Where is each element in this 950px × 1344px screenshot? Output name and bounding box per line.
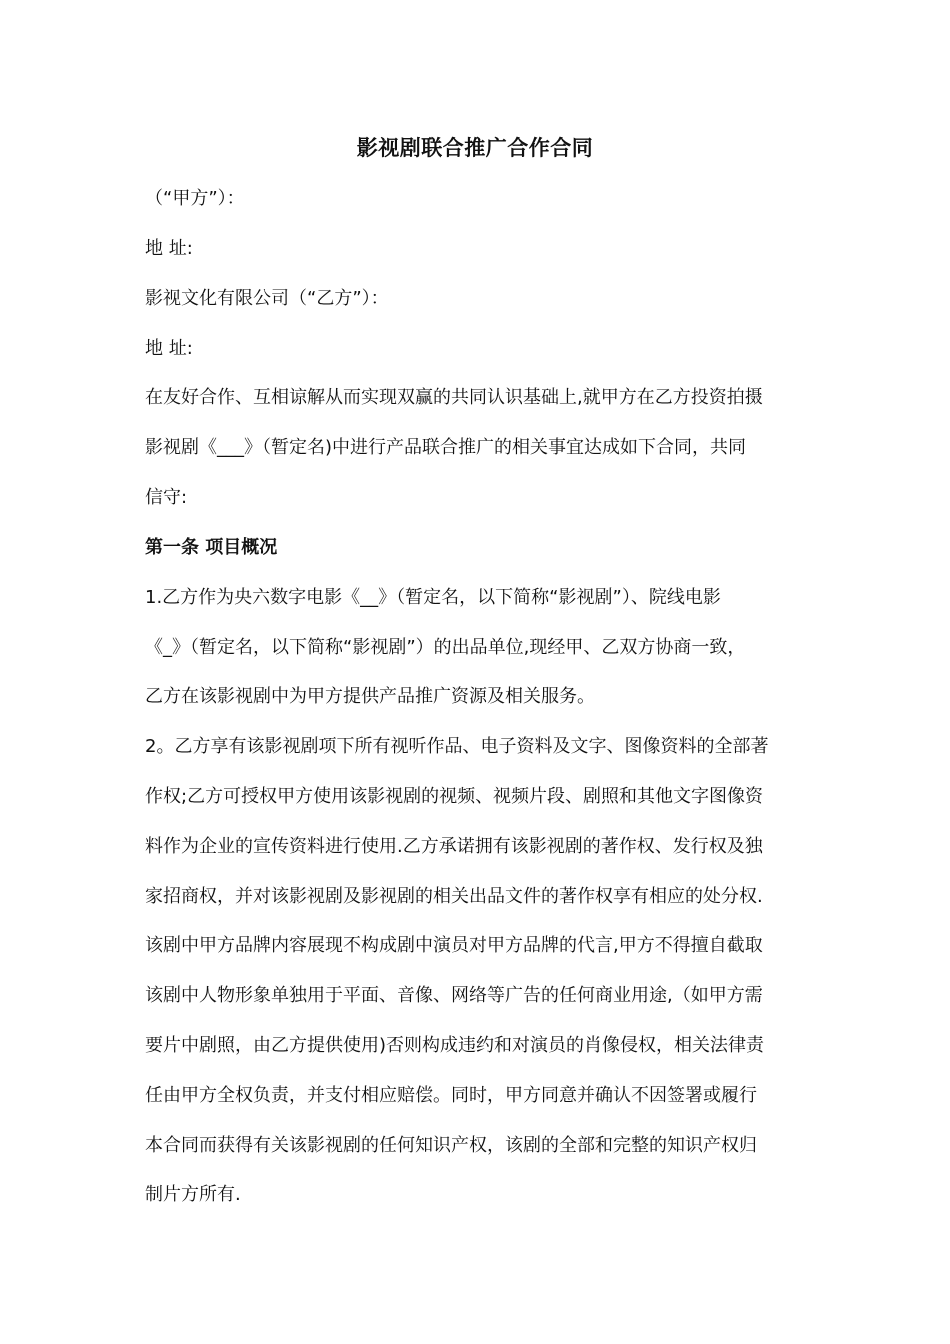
clause-2-line: 家招商权，并对该影视剧及影视剧的相关出品文件的著作权享有相应的处分权. <box>145 886 763 907</box>
clause-2-line: 2。乙方享有该影视剧项下所有视听作品、电子资料及文字、图像资料的全部著 <box>145 736 769 757</box>
preamble-line: 影视剧《___》（暂定名)中进行产品联合推广的相关事宜达成如下合同，共同 <box>145 437 747 458</box>
clause-2-line: 作权;乙方可授权甲方使用该影视剧的视频、视频片段、剧照和其他文字图像资 <box>145 786 764 807</box>
party-b-address-line: 地 址: <box>145 338 193 359</box>
clause-1-line: 1.乙方作为央六数字电影《__》（暂定名，以下简称“影视剧”）、院线电影 <box>145 587 721 608</box>
party-a-address-line: 地 址: <box>145 238 193 259</box>
party-a-line: （“甲方”）： <box>145 188 245 209</box>
clause-2-line: 要片中剧照，由乙方提供使用)否则构成违约和对演员的肖像侵权，相关法律责 <box>145 1035 765 1056</box>
document-title: 影视剧联合推广合作合同 <box>356 136 594 160</box>
clause-2-line: 制片方所有. <box>145 1184 241 1205</box>
clause-2-line: 该剧中甲方品牌内容展现不构成剧中演员对甲方品牌的代言,甲方不得擅自截取 <box>145 935 763 956</box>
clause-1-line: 《_》（暂定名，以下简称“影视剧”）的出品单位,现经甲、乙双方协商一致， <box>145 637 746 658</box>
clause-2-line: 任由甲方全权负责，并支付相应赔偿。同时，甲方同意并确认不因签署或履行 <box>145 1085 757 1106</box>
article-heading: 第一条 项目概况 <box>145 537 278 558</box>
clause-1-line: 乙方在该影视剧中为甲方提供产品推广资源及相关服务。 <box>145 686 595 707</box>
preamble-line: 信守: <box>145 487 188 508</box>
clause-2-line: 该剧中人物形象单独用于平面、音像、网络等广告的任何商业用途,（如甲方需 <box>145 985 763 1006</box>
clause-2-line: 本合同而获得有关该影视剧的任何知识产权，该剧的全部和完整的知识产权归 <box>145 1135 757 1156</box>
party-b-line: 影视文化有限公司（“乙方”）： <box>145 288 389 309</box>
clause-2-line: 料作为企业的宣传资料进行使用.乙方承诺拥有该影视剧的著作权、发行权及独 <box>145 836 763 857</box>
preamble-line: 在友好合作、互相谅解从而实现双赢的共同认识基础上,就甲方在乙方投资拍摄 <box>145 387 763 408</box>
